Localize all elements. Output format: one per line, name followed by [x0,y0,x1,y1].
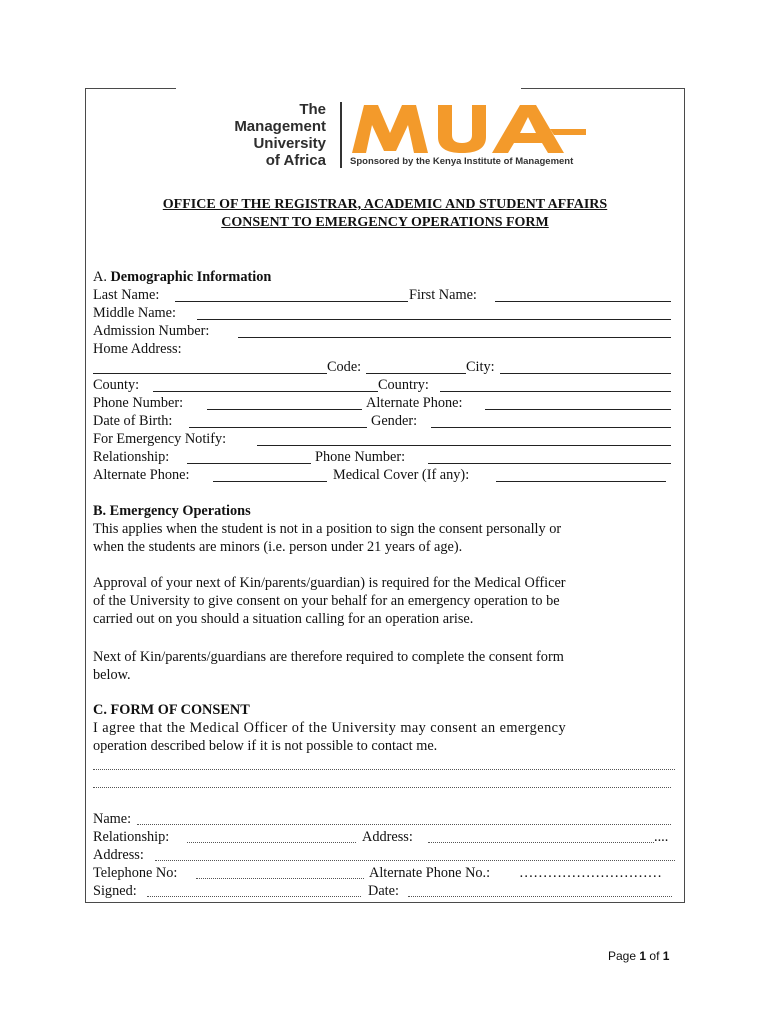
consent-address-field[interactable] [155,860,675,861]
code-label: Code: [327,359,362,375]
alternate-phone-field[interactable] [485,409,671,410]
date-of-birth-field[interactable] [189,427,367,428]
operation-description-line-2[interactable] [93,787,671,788]
alt-phone-label: Alternate Phone No.: [369,865,491,881]
phone-number-field[interactable] [207,409,362,410]
page-prefix: Page [608,949,637,963]
section-b-paragraph-3-line-2: below. [93,667,131,683]
section-b-paragraph-2-line-3: carried out on you should a situation calling for an operation arise. [93,611,474,627]
section-b-paragraph-1-line-2: when the students are minors (i.e. person under 21 years of age). [93,539,463,555]
university-name-line: Management [234,118,326,135]
country-label: Country: [378,377,429,393]
medical-cover-label: Medical Cover (If any): [333,467,470,483]
last-name-label: Last Name: [93,287,160,303]
consent-relationship-label: Relationship: [93,829,170,845]
frame-top-gap [176,87,521,91]
page-number [608,949,669,963]
section-c-paragraph-line-2: operation described below if it is not possible to contact me. [93,738,438,754]
admission-number-label: Admission Number: [93,323,210,339]
university-name-line: of Africa [265,152,326,169]
mua-wordmark [350,99,600,155]
page-current: 1 [639,949,647,963]
middle-name-label: Middle Name: [93,305,176,321]
section-c-heading: C. FORM OF CONSENT [93,702,250,718]
emergency-notify-field[interactable] [257,445,671,446]
operation-description-line-1[interactable] [93,769,675,770]
section-b-paragraph-3-line-1: Next of Kin/parents/guardians are therefore required to complete the consent form [93,649,564,665]
city-label: City: [466,359,495,375]
city-field[interactable] [500,373,671,374]
section-a-heading [93,268,677,286]
section-b-paragraph-2-line-2: of the University to give consent on your behalf for an emergency operation to be [93,593,560,609]
section-b-paragraph-1-line-1: This applies when the student is not in a position to sign the consent personally or [93,521,562,537]
alternate-phone-2-field[interactable] [213,481,327,482]
university-logo [190,99,620,173]
emergency-notify-label: For Emergency Notify: [93,431,227,447]
phone-number-2-label: Phone Number: [315,449,406,465]
consent-name-field[interactable] [137,824,671,825]
section-b-paragraph-2-line-1: Approval of your next of Kin/parents/guardian) is required for the Medical Officer [93,575,566,591]
signed-label: Signed: [93,883,137,899]
page-of: of [649,949,660,963]
phone-number-label: Phone Number: [93,395,184,411]
section-a-letter: A. [93,269,107,285]
section-c-paragraph-line-1: I agree that the Medical Officer of the University may consent an emergency [93,720,567,736]
date-of-birth-label: Date of Birth: [93,413,173,429]
consent-address-inline-field[interactable] [428,842,654,843]
university-name [190,101,326,169]
consent-relationship-field[interactable] [187,842,356,843]
date-field[interactable] [408,896,672,897]
consent-address-inline-label: Address: [362,829,413,845]
middle-name-field[interactable] [197,319,671,320]
phone-number-2-field[interactable] [428,463,671,464]
county-label: County: [93,377,140,393]
alt-phone-field[interactable]: ………………………… [519,865,662,881]
consent-name-label: Name: [93,811,132,827]
first-name-field[interactable] [495,301,671,302]
telephone-field[interactable] [196,878,364,879]
alternate-phone-label: Alternate Phone: [366,395,463,411]
relationship-field[interactable] [187,463,311,464]
home-address-field[interactable] [93,373,327,374]
university-name-line: University [253,135,326,152]
sponsor-text: Sponsored by the Kenya Institute of Management [350,156,574,167]
signed-field[interactable] [147,896,361,897]
country-field[interactable] [440,391,671,392]
section-b-heading: B. Emergency Operations [93,503,251,519]
county-field[interactable] [153,391,378,392]
consent-address-label: Address: [93,847,144,863]
section-a-title: Demographic Information [110,269,272,285]
page-total: 1 [662,949,670,963]
alternate-phone-2-label: Alternate Phone: [93,467,190,483]
gender-label: Gender: [371,413,418,429]
university-name-line: The [299,101,326,118]
medical-cover-field[interactable] [496,481,666,482]
telephone-label: Telephone No: [93,865,178,881]
code-field[interactable] [366,373,466,374]
gender-field[interactable] [431,427,671,428]
date-label: Date: [368,883,399,899]
last-name-field[interactable] [175,301,408,302]
relationship-label: Relationship: [93,449,170,465]
office-heading: OFFICE OF THE REGISTRAR, ACADEMIC AND STUDENT AFFAIRS [162,197,608,212]
logo-divider [340,102,342,168]
first-name-label: First Name: [409,287,477,303]
home-address-label: Home Address: [93,341,182,357]
form-title: CONSENT TO EMERGENCY OPERATIONS FORM [221,215,549,230]
consent-address-inline-tail: .... [654,829,669,845]
admission-number-field[interactable] [238,337,671,338]
